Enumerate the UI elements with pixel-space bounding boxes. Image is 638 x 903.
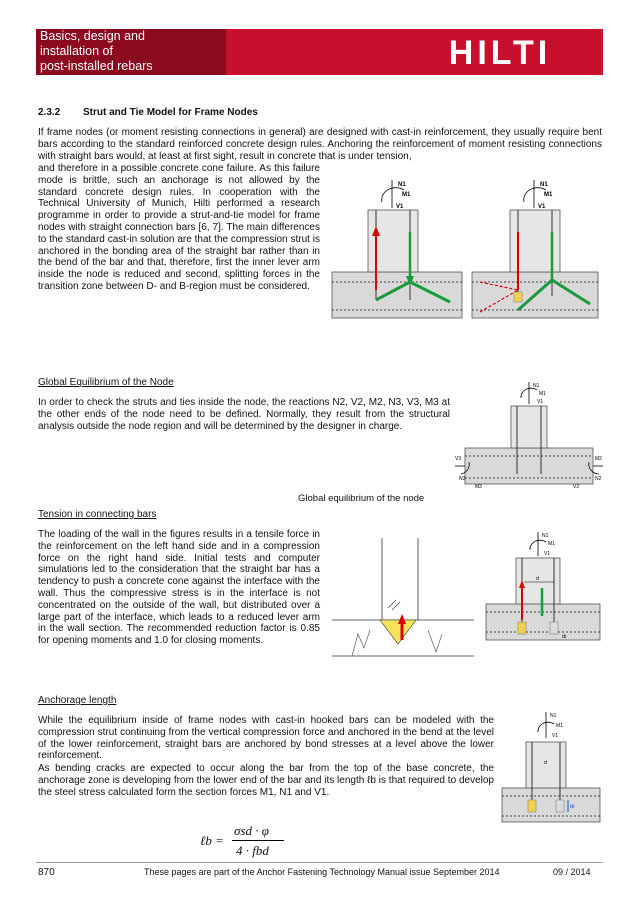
anchorage-figure (500, 708, 602, 832)
af-label-lb: ℓb (570, 804, 575, 810)
frame-node-right (472, 180, 598, 318)
formula-fraction-bar (232, 840, 284, 841)
formula-numerator: σsd · φ (234, 823, 269, 838)
tn-label-n1: N1 (542, 533, 549, 539)
af-label-m1: M1 (556, 723, 563, 729)
header-title-line-3: post-installed rebars (40, 59, 153, 73)
hilti-logo-text: HILTI (448, 36, 552, 68)
section-number: 2.3.2 (38, 107, 61, 118)
label-v1-right: V1 (538, 204, 546, 210)
section-intro-continued: and therefore in a possible concrete cone failure. As this failure mode is brittle, such an anchorage is not allowed by the standard concrete design rules. In cooperation with the Technical University of Munich, Hilti performed a research programme in order to provide a strut-and-tie model for frame nodes with straight connection bars [6, 7]. The main differences to the standard cast-in solution are that the compression strut is anchored in the bonding area of the straight bar rather than in the bend of the bar and that, therefore, first the inner lever arm inside the node is reduced and second, splitting forces in the transition zone between D- and B-region must be considered. (38, 163, 320, 292)
ge-label-v2: V2 (573, 484, 580, 490)
tension-node-figure (484, 528, 602, 646)
frame-node-figure (330, 172, 600, 322)
tension-heading: Tension in connecting bars (38, 509, 157, 520)
footer-divider (36, 862, 603, 863)
footer-note: These pages are part of the Anchor Fastening Technology Manual issue September 2014 (144, 867, 500, 877)
af-label-d: d (544, 760, 547, 766)
label-n1-right: N1 (540, 182, 548, 188)
global-equilibrium-figure (455, 378, 605, 492)
ge-label-n1: N1 (533, 383, 540, 389)
formula-lhs: ℓb = (200, 833, 224, 848)
section-intro: If frame nodes (or moment resisting connections in general) are designed with cast-in reinforcement, they usually require bent bars according to the standard reinforced concrete design rules. Anchoring the reinforcement of moment resisting connections with straight bars would, at least at first sight, result in concrete that is under tension, (38, 127, 602, 162)
ge-label-n2: N2 (595, 476, 602, 482)
tn-label-lb: ℓb (562, 634, 567, 640)
ge-label-v3: V3 (455, 456, 462, 462)
hilti-logo (415, 36, 585, 68)
footer-page-number: 870 (38, 867, 55, 878)
ge-label-m1: M1 (539, 391, 546, 397)
ge-label-v1: V1 (537, 399, 544, 405)
tn-label-m1: M1 (548, 541, 555, 547)
global-equilibrium-heading: Global Equilibrium of the Node (38, 377, 174, 388)
frame-node-left (332, 180, 462, 318)
tension-text: The loading of the wall in the figures results in a tensile force in the reinforcement on the left hand side and in a compression force on the right hand side. Initial tests and computer simulations led to the consideration that the straight bar has a tendency to push a concrete cone against the interface with the wall. Thus the compressive stress is in the interface is not concentrated on the outside of the wall, but distributed over a large part of the interface, which leads to a reduced lever arm in the wall section. The recommended reduction factor is 0.85 for opening moments and 1.0 for closing moments. (38, 529, 320, 647)
header-title-line-1: Basics, design and (40, 29, 145, 43)
header-title-line-2: installation of (40, 44, 113, 58)
af-label-v1: V1 (552, 733, 559, 739)
ge-label-m3: M3 (475, 484, 482, 490)
label-v1: V1 (396, 204, 404, 210)
global-equilibrium-text: In order to check the struts and ties inside the node, the reactions N2, V2, M2, N3, V3, M3 at the other ends of the node need to be defined. Normally, they result from the structural analysis outside the node region and will be determined by the designer in charge. (38, 397, 450, 432)
anchorage-heading: Anchorage length (38, 695, 117, 706)
header-title-block (36, 29, 226, 75)
tn-label-d: d (536, 576, 539, 582)
anchorage-text-2: As bending cracks are expected to occur along the bar from the top of the base concrete, the anchorage zone is developing from the lower end of the bar and its length ℓb is that required to develop the steel stress calculated form the section forces M1, N1 and V1. (38, 763, 494, 798)
label-m1: M1 (402, 192, 411, 198)
anchorage-text-1: While the equilibrium inside of frame nodes with cast-in hooked bars can be modeled with the compression strut continuing from the vertical compression force and anchored in the bend at the level of the lower reinforcement, straight bars are anchored by bond stresses at a level above the lower reinforcement. (38, 715, 494, 762)
footer-date: 09 / 2014 (553, 867, 591, 877)
label-n1: N1 (398, 182, 406, 188)
global-equilibrium-caption: Global equilibrium of the node (298, 493, 425, 504)
section-title: Strut and Tie Model for Frame Nodes (83, 107, 258, 118)
af-label-n1: N1 (550, 713, 557, 719)
label-m1-right: M1 (544, 192, 553, 198)
ge-label-m2: M2 (595, 456, 602, 462)
cone-test-figure (328, 530, 478, 662)
ge-label-n3: N3 (459, 476, 466, 482)
tn-label-v1: V1 (544, 551, 551, 557)
formula-denominator: 4 · fbd (236, 843, 269, 858)
